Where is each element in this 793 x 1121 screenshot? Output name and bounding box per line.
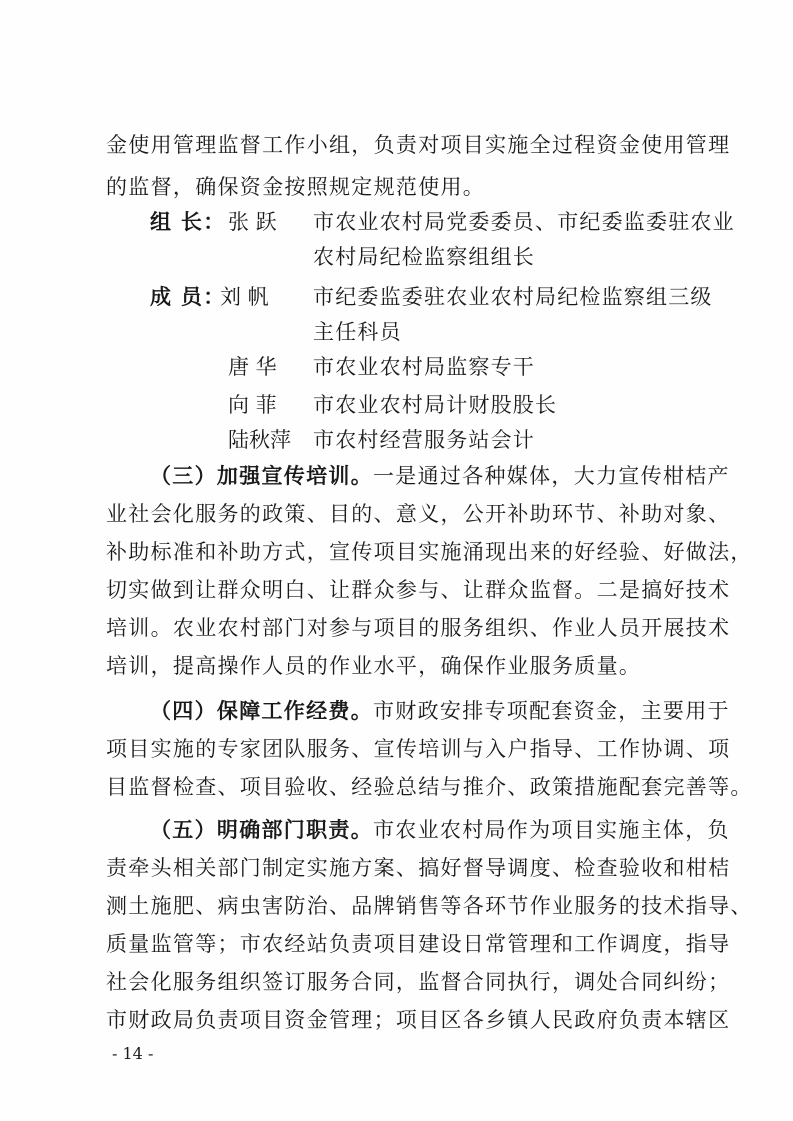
leader-name: 张 跃 (228, 210, 277, 234)
section-3-line-1 (150, 463, 730, 488)
section-3-line-5: 培训。农业农村部门对参与项目的服务组织、作业人员开展技术 (106, 616, 731, 640)
page-number: - 14 - (112, 1044, 154, 1063)
section-3-line-1-text: 一是通过各种媒体，大力宣传柑桔产 (373, 464, 730, 488)
intro-line-2: 的监督，确保资金按照规定规范使用。 (106, 175, 486, 199)
leader-title-line-2: 农村局纪检监察组组长 (313, 245, 535, 269)
section-5-line-2: 责牵头相关部门制定实施方案、搞好督导调度、检查验收和柑桔 (106, 856, 731, 880)
section-5-line-5: 社会化服务组织签订服务合同，监督合同执行，调处合同纠纷； (106, 970, 731, 994)
section-5-line-1 (150, 817, 730, 842)
section-3-line-3: 补助标准和补助方式，宣传项目实施涌现出来的好经验、好做法， (106, 540, 753, 564)
members-role-label: 成 员： (150, 284, 226, 309)
member-name-3: 向 菲 (228, 393, 277, 417)
section-4-heading: （四）保障工作经费。 (150, 698, 373, 723)
member-title-3: 市农业农村局计财股股长 (313, 393, 558, 417)
section-3-line-6: 培训，提高操作人员的作业水平，确保作业服务质量。 (106, 654, 642, 678)
section-5-line-6: 市财政局负责项目资金管理；项目区各乡镇人民政府负责本辖区 (106, 1008, 731, 1032)
member-title-4: 市农村经营服务站会计 (313, 428, 535, 452)
section-4-line-3: 目监督检查、项目验收、经验总结与推介、政策措施配套完善等。 (106, 775, 753, 799)
section-3-line-4: 切实做到让群众明白、让群众参与、让群众监督。二是搞好技术 (106, 578, 731, 602)
section-5-line-3: 测土施肥、病虫害防治、品牌销售等各环节作业服务的技术指导、 (106, 894, 753, 918)
section-5-line-4: 质量监管等；市农经站负责项目建设日常管理和工作调度，指导 (106, 932, 731, 956)
member-title-1-line-1: 市纪委监委驻农业农村局纪检监察组三级 (313, 285, 713, 309)
section-5-line-1-text: 市农业农村局作为项目实施主体，负 (373, 818, 730, 842)
intro-line-1: 金使用管理监督工作小组，负责对项目实施全过程资金使用管理 (106, 133, 731, 157)
member-name-4: 陆秋萍 (228, 428, 291, 452)
leader-title-line-1: 市农业农村局党委委员、市纪委监委驻农业 (313, 210, 735, 234)
member-title-1-line-2: 主任科员 (313, 320, 402, 344)
leader-role-label: 组 长： (150, 209, 226, 234)
section-4-line-2: 项目实施的专家团队服务、宣传培训与入户指导、工作协调、项 (106, 737, 731, 761)
section-4-line-1 (150, 698, 730, 723)
member-name-2: 唐 华 (228, 355, 277, 379)
section-5-heading: （五）明确部门职责。 (150, 817, 373, 842)
member-name-1: 刘 帆 (220, 285, 269, 309)
member-title-2: 市农业农村局监察专干 (313, 355, 535, 379)
section-3-line-2: 业社会化服务的政策、目的、意义，公开补助环节、补助对象、 (106, 502, 731, 526)
section-3-heading: （三）加强宣传培训。 (150, 463, 373, 488)
section-4-line-1-text: 市财政安排专项配套资金，主要用于 (373, 699, 730, 723)
